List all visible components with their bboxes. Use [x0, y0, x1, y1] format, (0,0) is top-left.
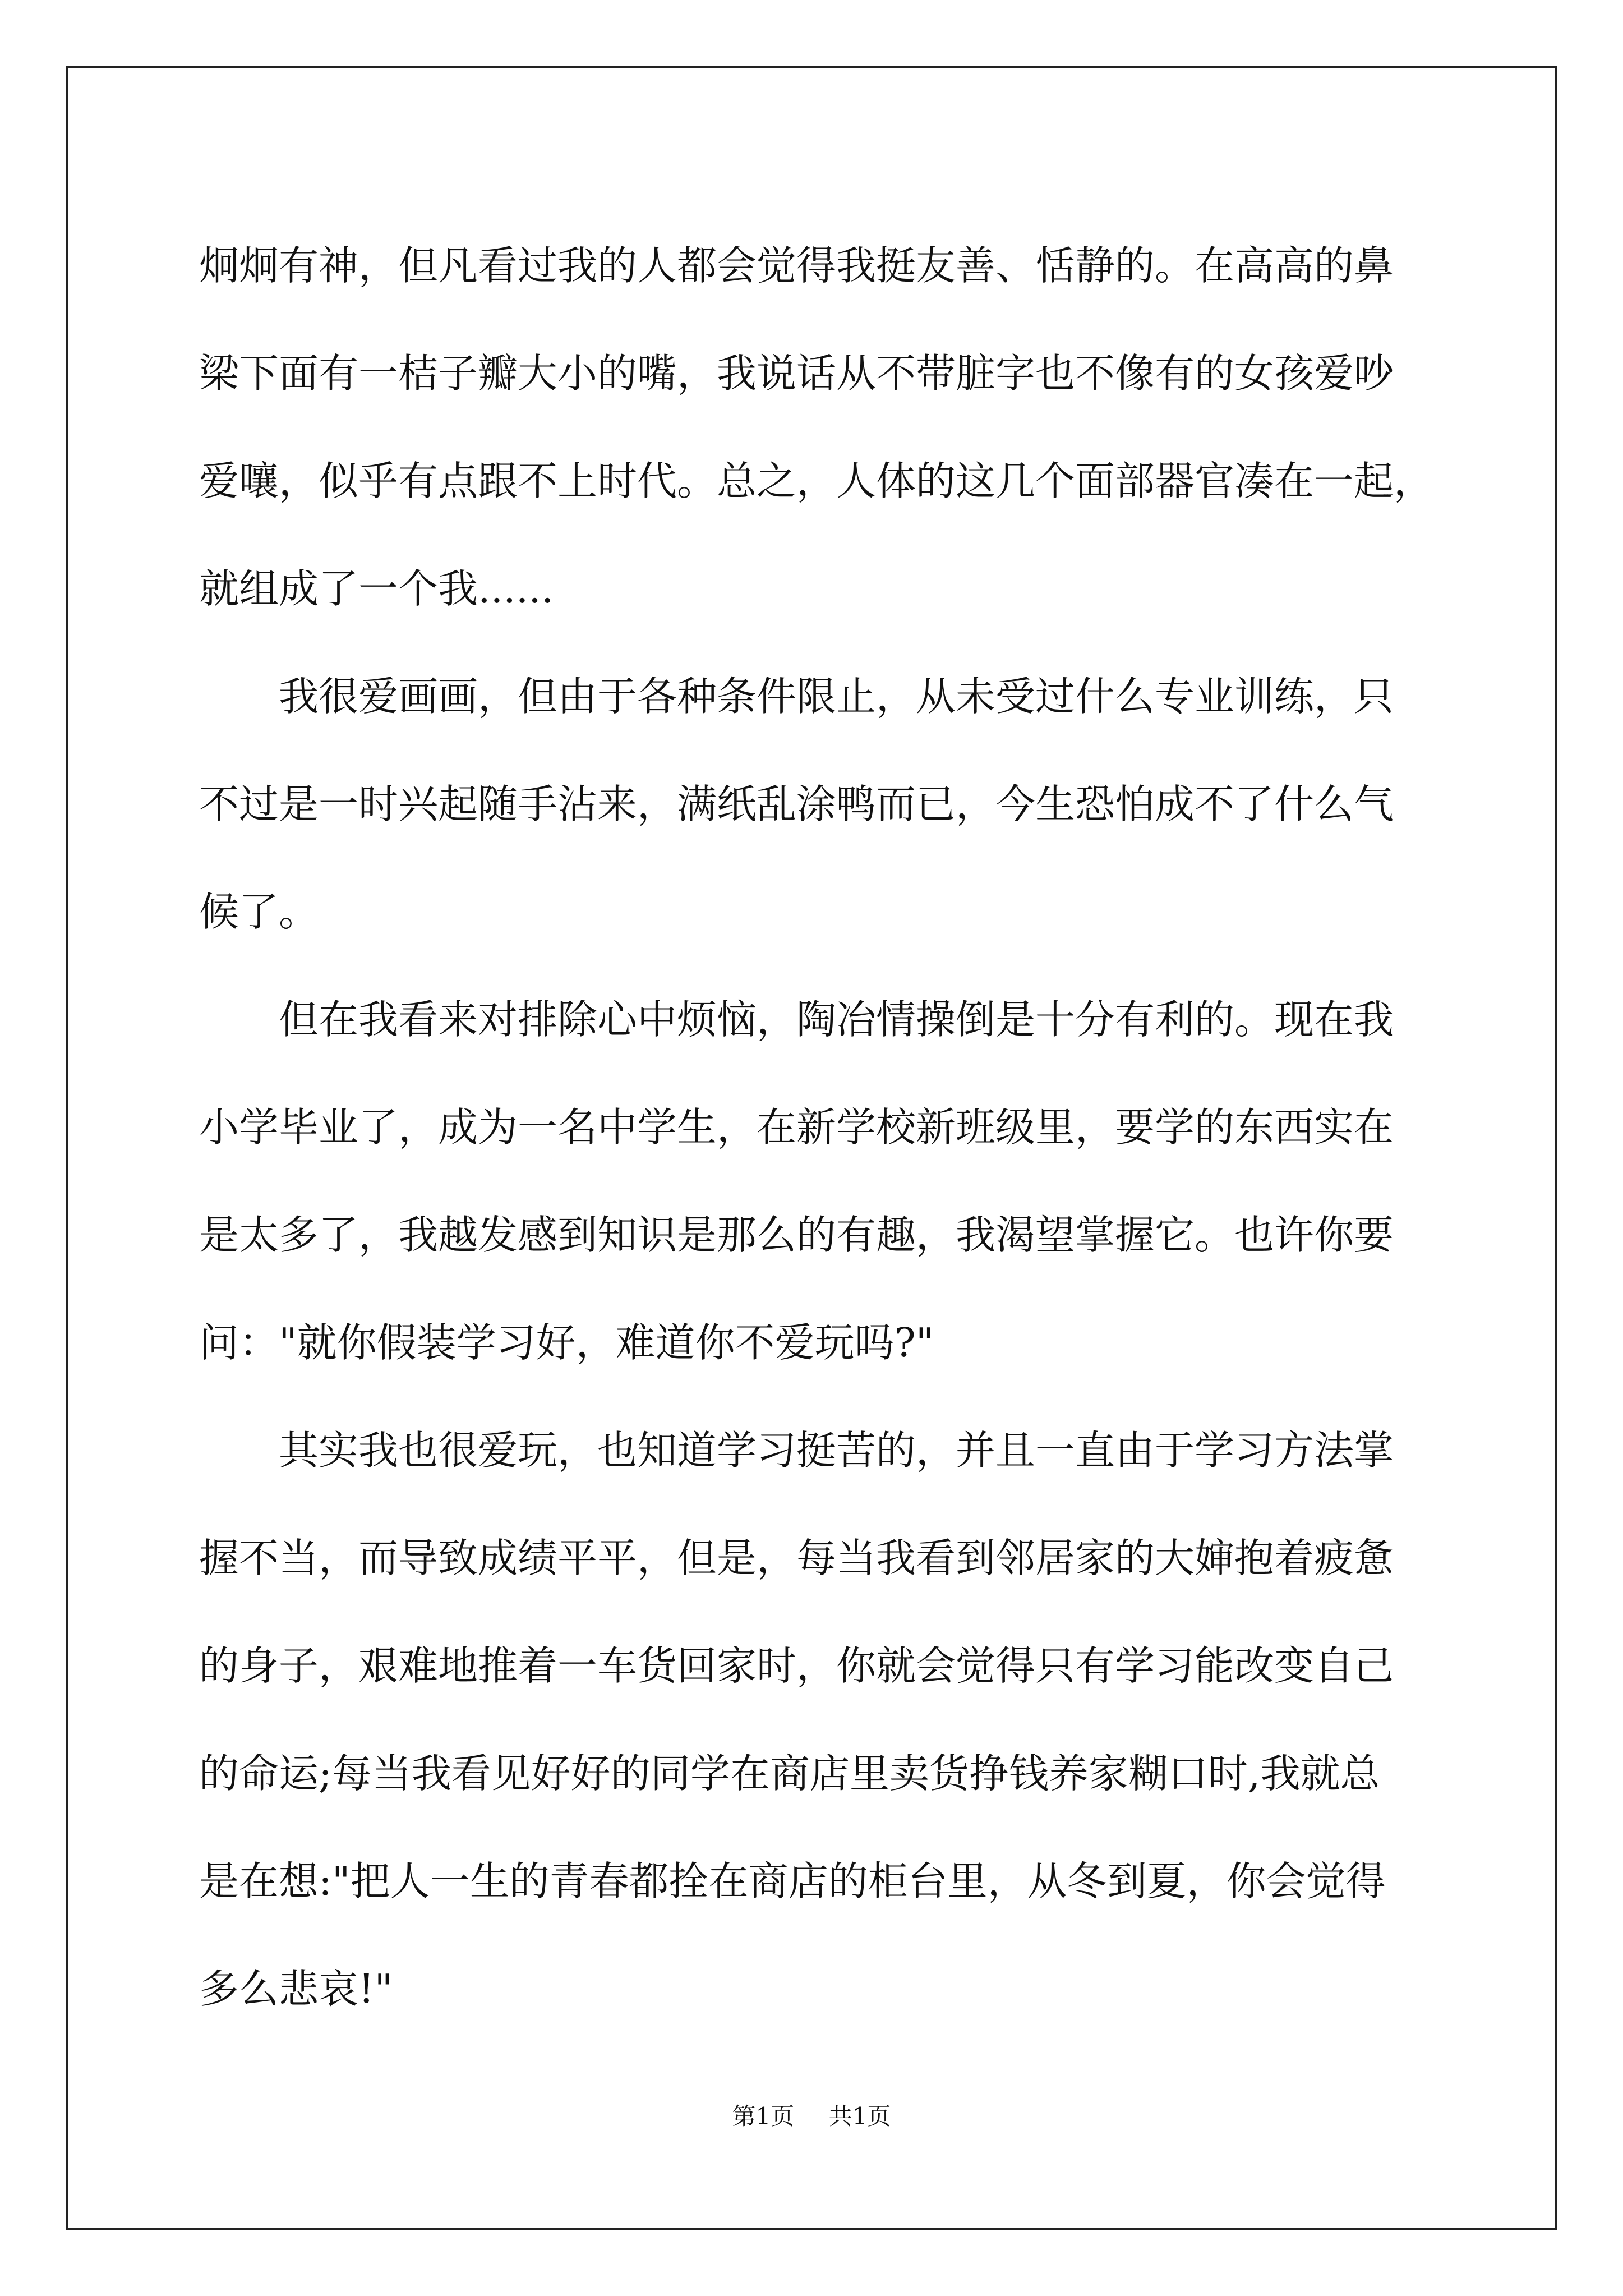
page-total: 共1页	[828, 2102, 891, 2130]
text-line: 炯炯有神，但凡看过我的人都会觉得我挺友善、恬静的。在高高的鼻	[199, 242, 1394, 289]
paragraph	[199, 1397, 1438, 2043]
paragraph	[199, 212, 1438, 643]
text-line: 小学毕业了，成为一名中学生，在新学校新班级里，要学的东西实在	[199, 1104, 1394, 1151]
page-footer	[0, 2098, 1623, 2132]
text-line: 但在我看来对排除心中烦恼，陶冶情操倒是十分有利的。现在我	[279, 996, 1394, 1043]
text-line: 候了。	[199, 889, 319, 935]
document-body	[199, 212, 1438, 2043]
text-line: 梁下面有一桔子瓣大小的嘴，我说话从不带脏字也不像有的女孩爱吵	[199, 350, 1394, 397]
text-line: 多么悲哀!"	[199, 1966, 393, 2012]
text-line: 的命运;每当我看见好好的同学在商店里卖货挣钱养家糊口时,我就总	[199, 1750, 1380, 1797]
text-line: 不过是一时兴起随手沾来，满纸乱涂鸭而已，今生恐怕成不了什么气	[199, 781, 1394, 827]
text-line: 问："就你假装学习好，难道你不爱玩吗?"	[199, 1319, 934, 1366]
text-line: 爱嚷，似乎有点跟不上时代。总之，人体的这几个面部器官凑在一起，	[199, 458, 1434, 504]
paragraph	[199, 643, 1438, 966]
text-line: 我很爱画画，但由于各种条件限止，从未受过什么专业训练，只	[279, 673, 1394, 720]
text-line: 是太多了，我越发感到知识是那么的有趣，我渴望掌握它。也许你要	[199, 1212, 1394, 1258]
text-line: 握不当，而导致成绩平平，但是，每当我看到邻居家的大婶抱着疲惫	[199, 1535, 1394, 1581]
text-line: 其实我也很爱玩，也知道学习挺苦的，并且一直由于学习方法掌	[279, 1427, 1394, 1474]
text-line: 的身子，艰难地推着一车货回家时，你就会觉得只有学习能改变自己	[199, 1642, 1394, 1689]
text-line: 就组成了一个我......	[199, 565, 554, 612]
text-line: 是在想:"把人一生的青春都拴在商店的柜台里，从冬到夏，你会觉得	[199, 1858, 1386, 1904]
paragraph	[199, 966, 1438, 1397]
page-number: 第1页	[732, 2102, 795, 2130]
